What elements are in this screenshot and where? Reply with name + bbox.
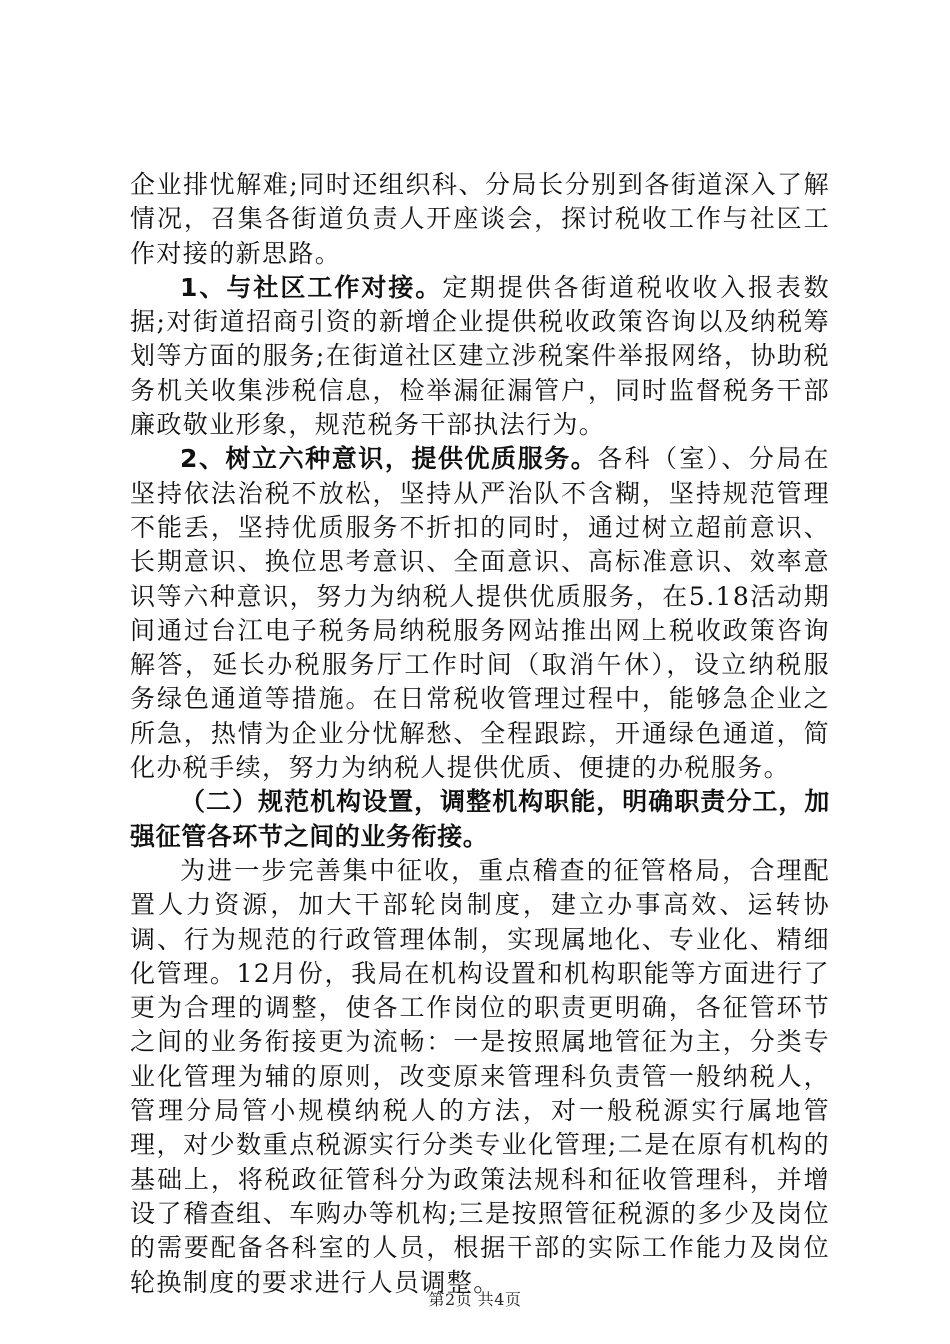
paragraph-2-heading: 1、与社区工作对接。: [180, 272, 443, 302]
section-heading-text: （二）规范机构设置，调整机构职能，明确职责分工，加强征管各环节之间的业务衔接。: [130, 787, 830, 851]
paragraph-2: [130, 271, 830, 442]
paragraph-1-text: 企业排忧解难;同时还组织科、分局长分别到各街道深入了解情况，召集各街道负责人开座谈会，探讨税收工作与社区工作对接的新思路。: [130, 170, 830, 268]
paragraph-2-text: 定期提供各街道税收收入报表数据;对街道招商引资的新增企业提供税收政策咨询以及纳税筹划等方面的服务;在街道社区建立涉税案件举报网络，协助税务机关收集涉税信息，检举漏征漏管户，同时监督税务干部廉政敬业形象，规范税务干部执法行为。: [130, 272, 830, 440]
paragraph-1: [130, 168, 830, 271]
document-body: [130, 168, 830, 1300]
paragraph-3-heading: 2、树立六种意识，提供优质服务。: [180, 444, 598, 474]
paragraph-5: [130, 854, 830, 1300]
paragraph-3: [130, 442, 830, 785]
page-footer: 第2页 共4页: [428, 1290, 522, 1309]
section-heading: [130, 785, 830, 854]
paragraph-3-text: 各科（室）、分局在坚持依法治税不放松，坚持从严治队不含糊，坚持规范管理不能丢，坚持优质服务不折扣的同时，通过树立超前意识、长期意识、换位思考意识、全面意识、高标准意识、效率意识等六种意识，努力为纳税人提供优质服务，在5.18活动期间通过台江电子税务局纳税服务网站推出网上税收政策咨询解答，延长办税服务厅工作时间（取消午休），设立纳税服务绿色通道等措施。在日常税收管理过程中，能够急企业之所急，热情为企业分忧解愁、全程跟踪，开通绿色通道，简化办税手续，努力为纳税人提供优质、便捷的办税服务。: [130, 444, 830, 783]
paragraph-5-text: 为进一步完善集中征收，重点稽查的征管格局，合理配置人力资源，加大干部轮岗制度，建立办事高效、运转协调、行为规范的行政管理体制，实现属地化、专业化、精细化管理。12月份，我局在机构设置和机构职能等方面进行了更为合理的调整，使各工作岗位的职责更明确，各征管环节之间的业务衔接更为流畅：一是按照属地管征为主，分类专业化管理为辅的原则，改变原来管理科负责管一般纳税人，管理分局管小规模纳税人的方法，对一般税源实行属地管理，对少数重点税源实行分类专业化管理;二是在原有机构的基础上，将税政征管科分为政策法规科和征收管理科，并增设了稽查组、车购办等机构;三是按照管征税源的多少及岗位的需要配备各科室的人员，根据干部的实际工作能力及岗位轮换制度的要求进行人员调整。: [130, 855, 830, 1297]
